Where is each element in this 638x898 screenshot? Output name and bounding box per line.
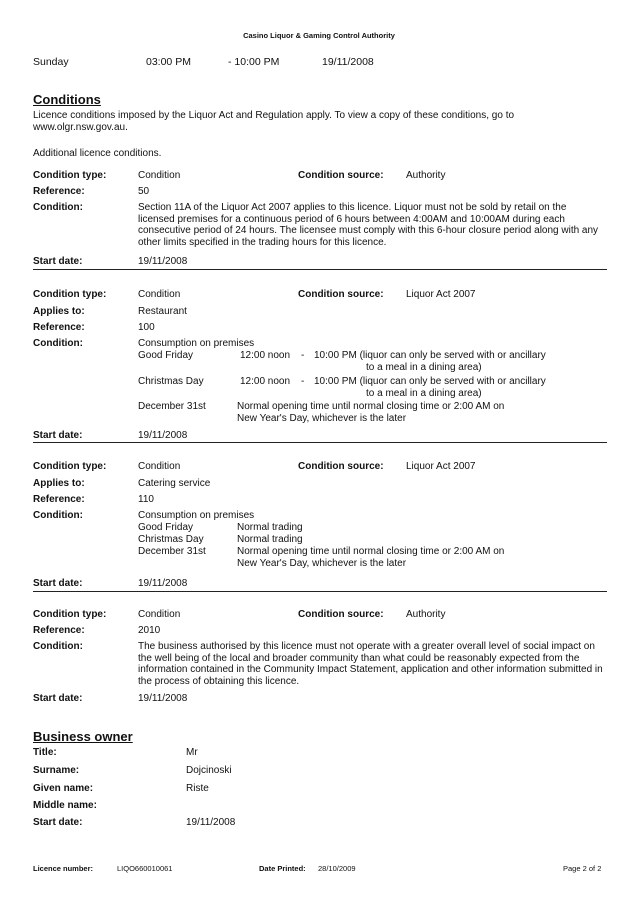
- section-divider: [33, 591, 607, 592]
- condition-row-detail: Normal opening time until normal closing time or 2:00 AM on: [237, 401, 505, 412]
- footer-printed-label: Date Printed:: [259, 864, 306, 873]
- trading-date: 19/11/2008: [322, 56, 374, 68]
- conditions-intro: Licence conditions imposed by the Liquor Act and Regulation apply. To view a copy of these conditions, go to www.olgr.nsw.gov.au.: [33, 110, 515, 133]
- condition-row-day: December 31st: [138, 546, 206, 557]
- condition-row-detail2: to a meal in a dining area): [366, 362, 482, 373]
- section-divider: [33, 269, 607, 270]
- condition-row-from: 12:00 noon: [240, 376, 291, 387]
- owner-surname-label: Surname:: [33, 765, 80, 776]
- start-date-label: Start date:: [33, 693, 83, 704]
- condition-row-detail: 10:00 PM (liquor can only be served with or ancillary: [314, 350, 546, 361]
- applies-to-label: Applies to:: [33, 478, 85, 489]
- condition-row-day: Good Friday: [138, 522, 194, 533]
- condition-source-value: Liquor Act 2007: [406, 461, 476, 472]
- start-date-label: Start date:: [33, 578, 83, 589]
- condition-row-detail2: to a meal in a dining area): [366, 388, 482, 399]
- start-date-label: Start date:: [33, 256, 83, 267]
- owner-middle-name-label: Middle name:: [33, 800, 97, 811]
- condition-row-day: Christmas Day: [138, 376, 204, 387]
- owner-start-date-label: Start date:: [33, 817, 83, 828]
- reference-label: Reference:: [33, 322, 85, 333]
- condition-row-detail2: New Year's Day, whichever is the later: [237, 558, 407, 569]
- conditions-title: Conditions: [33, 92, 101, 107]
- condition-source-label: Condition source:: [298, 170, 384, 181]
- footer-printed-date: 28/10/2009: [318, 864, 356, 873]
- owner-given-name-label: Given name:: [33, 783, 94, 794]
- condition-label: Condition:: [33, 510, 83, 521]
- footer-licence-number: LIQO660010061: [117, 864, 173, 873]
- condition-source-label: Condition source:: [298, 609, 384, 620]
- document-header: Casino Liquor & Gaming Control Authority: [243, 31, 395, 40]
- reference-value: 110: [138, 494, 154, 505]
- owner-given-name-value: Riste: [186, 783, 209, 794]
- condition-source-value: Authority: [406, 170, 446, 181]
- owner-surname-value: Dojcinoski: [186, 765, 232, 776]
- condition-type-value: Condition: [138, 461, 181, 472]
- condition-type-label: Condition type:: [33, 289, 107, 300]
- applies-to-label: Applies to:: [33, 306, 85, 317]
- reference-label: Reference:: [33, 625, 85, 636]
- condition-type-value: Condition: [138, 609, 181, 620]
- condition-row-detail: Normal opening time until normal closing time or 2:00 AM on: [237, 546, 505, 557]
- trading-end: - 10:00 PM: [228, 56, 280, 68]
- start-date-value: 19/11/2008: [138, 430, 188, 441]
- start-date-value: 19/11/2008: [138, 256, 188, 267]
- condition-row-detail: 10:00 PM (liquor can only be served with or ancillary: [314, 376, 546, 387]
- owner-title-label: Title:: [33, 747, 57, 758]
- conditions-additional: Additional licence conditions.: [33, 148, 162, 159]
- start-date-value: 19/11/2008: [138, 693, 188, 704]
- trading-day: Sunday: [33, 56, 69, 68]
- condition-type-label: Condition type:: [33, 461, 107, 472]
- footer-licence-label: Licence number:: [33, 864, 94, 873]
- condition-row-day: Christmas Day: [138, 534, 204, 545]
- reference-value: 50: [138, 186, 150, 197]
- reference-value: 2010: [138, 625, 161, 636]
- condition-type-label: Condition type:: [33, 170, 107, 181]
- footer-page-number: Page 2 of 2: [563, 864, 602, 873]
- condition-label: Condition:: [33, 641, 83, 652]
- reference-value: 100: [138, 322, 155, 333]
- condition-type-value: Condition: [138, 289, 181, 300]
- condition-heading: Consumption on premises: [138, 338, 255, 349]
- applies-to-value: Catering service: [138, 478, 211, 489]
- condition-text: Section 11A of the Liquor Act 2007 applies to this licence. Liquor must not be sold by retail on the licensed premises for a continuous period of 6 hours between 4:00AM and 10:00AM during each consecutive period of 24 hours. The licensee must comply with this 6-hour closure period along with any other limits specified in the trading hours for this licence.: [138, 202, 599, 248]
- condition-row-detail: Normal trading: [237, 522, 303, 533]
- condition-row-day: December 31st: [138, 401, 206, 412]
- condition-source-value: Liquor Act 2007: [406, 289, 476, 300]
- section-divider: [33, 442, 607, 443]
- reference-label: Reference:: [33, 186, 85, 197]
- condition-type-label: Condition type:: [33, 609, 107, 620]
- condition-row-dash: -: [301, 350, 305, 361]
- start-date-value: 19/11/2008: [138, 578, 188, 589]
- condition-label: Condition:: [33, 202, 83, 213]
- condition-source-label: Condition source:: [298, 461, 384, 472]
- start-date-label: Start date:: [33, 430, 83, 441]
- condition-row-dash: -: [301, 376, 305, 387]
- condition-type-value: Condition: [138, 170, 181, 181]
- applies-to-value: Restaurant: [138, 306, 187, 317]
- condition-row-day: Good Friday: [138, 350, 194, 361]
- owner-start-date-value: 19/11/2008: [186, 817, 236, 828]
- condition-source-label: Condition source:: [298, 289, 384, 300]
- condition-row-detail2: New Year's Day, whichever is the later: [237, 413, 407, 424]
- condition-source-value: Authority: [406, 609, 446, 620]
- business-owner-title: Business owner: [33, 729, 133, 744]
- condition-row-from: 12:00 noon: [240, 350, 291, 361]
- condition-row-detail: Normal trading: [237, 534, 303, 545]
- condition-text: The business authorised by this licence must not operate with a greater overall level of social impact on the well being of the local and broader community than what could be reasonably expected from the information contained in the Community Impact Statement, application and other information submitted in the process of obtaining this licence.: [138, 641, 603, 687]
- trading-start: 03:00 PM: [146, 56, 191, 68]
- reference-label: Reference:: [33, 494, 85, 505]
- owner-title-value: Mr: [186, 747, 198, 758]
- condition-heading: Consumption on premises: [138, 510, 255, 521]
- condition-label: Condition:: [33, 338, 83, 349]
